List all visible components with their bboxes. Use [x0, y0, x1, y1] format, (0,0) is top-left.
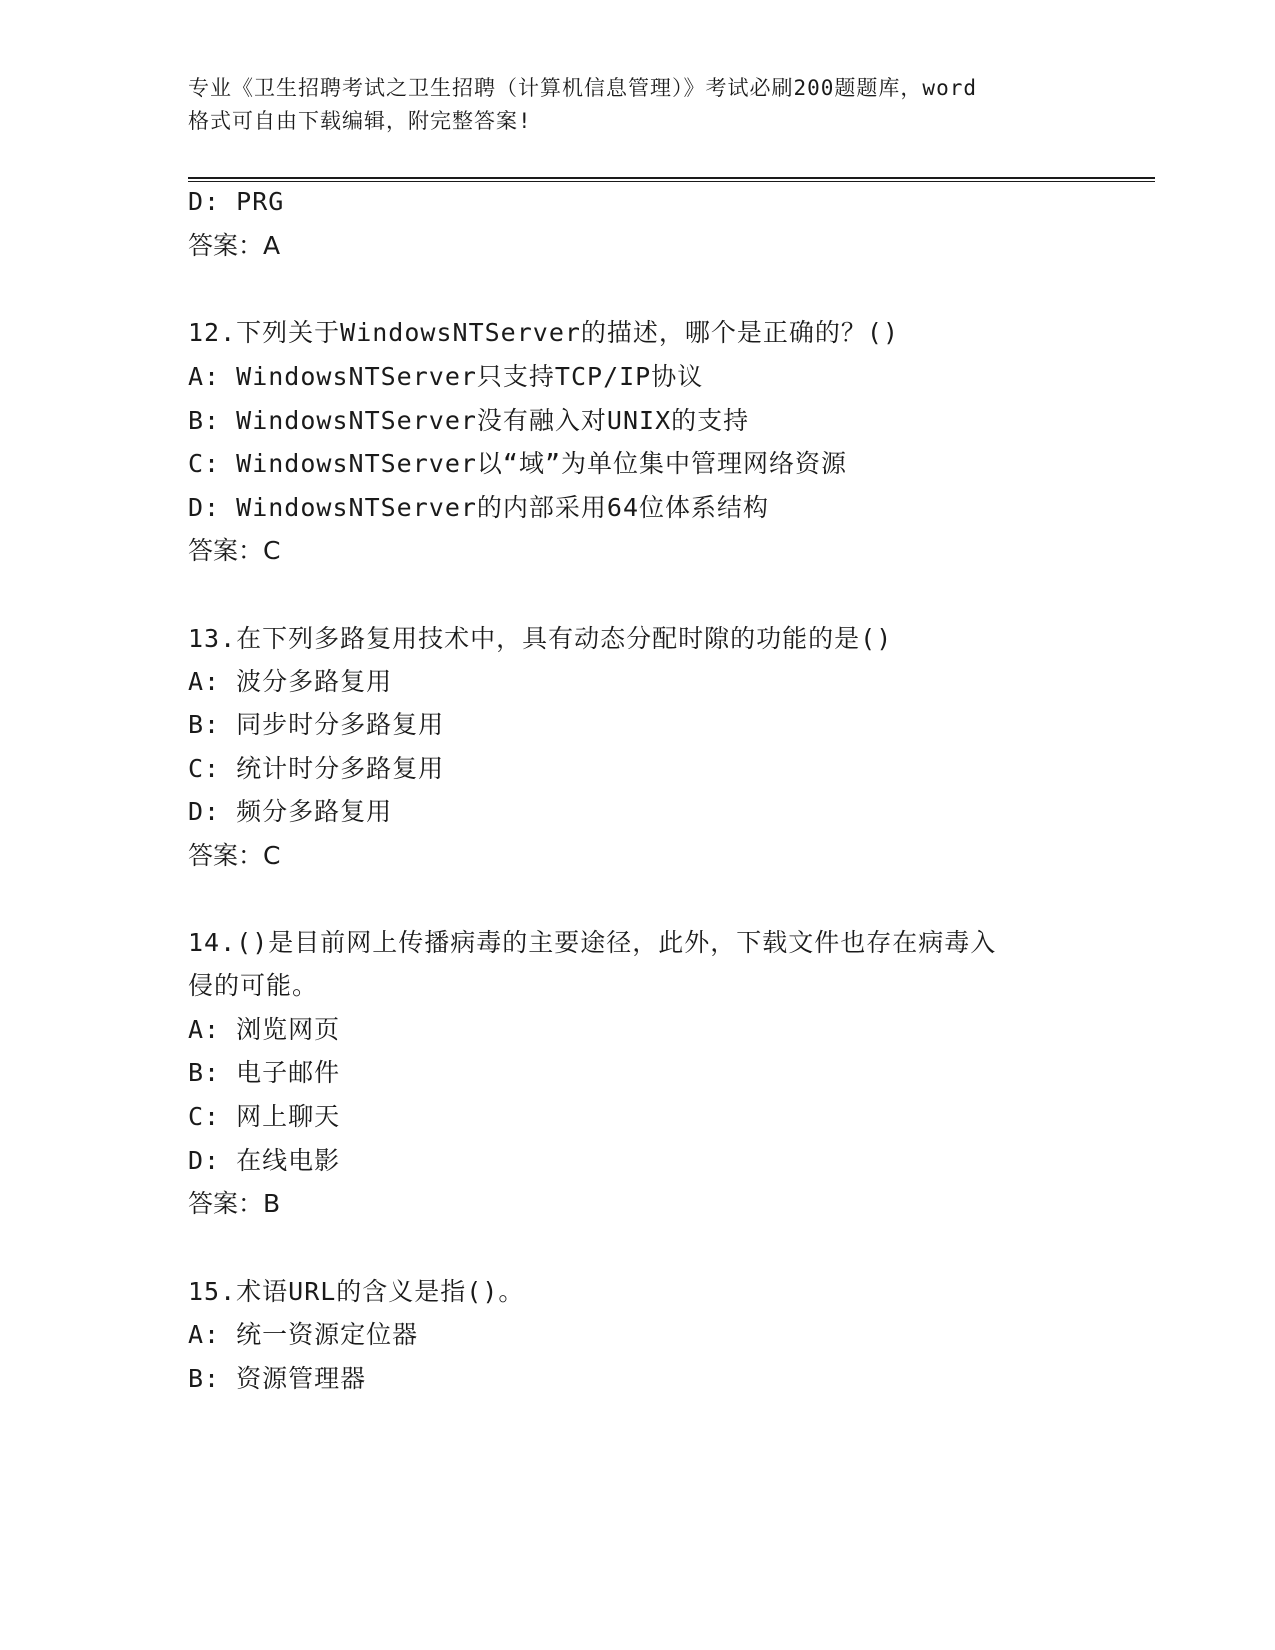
- question-14-stem-line-1: 14.()是目前网上传播病毒的主要途径，此外，下载文件也存在病毒入: [188, 928, 997, 957]
- question-13-option-c: C: 统计时分多路复用: [188, 754, 445, 783]
- question-12-answer: 答案：C: [188, 536, 281, 565]
- header-line-2: 格式可自由下载编辑，附完整答案!: [188, 109, 532, 133]
- question-14-option-a: A: 浏览网页: [188, 1015, 341, 1044]
- header-divider: [188, 177, 1155, 182]
- question-12-option-b: B: WindowsNTServer没有融入对UNIX的支持: [188, 406, 750, 435]
- question-15-option-a: A: 统一资源定位器: [188, 1320, 419, 1349]
- question-14-option-b: B: 电子邮件: [188, 1058, 341, 1087]
- question-13-option-b: B: 同步时分多路复用: [188, 710, 445, 739]
- question-14-option-c: C: 网上聊天: [188, 1102, 341, 1131]
- prev-option-d: D: PRG: [188, 187, 285, 216]
- page-header: [188, 72, 1088, 138]
- question-13-option-d: D: 频分多路复用: [188, 797, 393, 826]
- question-12-stem: 12.下列关于WindowsNTServer的描述，哪个是正确的？(): [188, 318, 900, 347]
- question-14-option-d: D: 在线电影: [188, 1146, 341, 1175]
- question-12-option-c: C: WindowsNTServer以“域”为单位集中管理网络资源: [188, 449, 848, 478]
- question-14-answer: 答案：B: [188, 1189, 281, 1218]
- question-13-answer: 答案：C: [188, 841, 281, 870]
- prev-answer: 答案：A: [188, 231, 281, 260]
- question-12-option-a: A: WindowsNTServer只支持TCP/IP协议: [188, 362, 704, 391]
- question-14-stem-line-2: 侵的可能。: [188, 971, 319, 1000]
- header-line-1: 专业《卫生招聘考试之卫生招聘（计算机信息管理）》考试必刷200题题库，word: [188, 76, 977, 100]
- question-12-option-d: D: WindowsNTServer的内部采用64位体系结构: [188, 493, 770, 522]
- question-13-stem: 13.在下列多路复用技术中，具有动态分配时隙的功能的是(): [188, 624, 893, 653]
- question-15-option-b: B: 资源管理器: [188, 1364, 367, 1393]
- question-13-option-a: A: 波分多路复用: [188, 667, 393, 696]
- question-15-stem: 15.术语URL的含义是指()。: [188, 1277, 525, 1306]
